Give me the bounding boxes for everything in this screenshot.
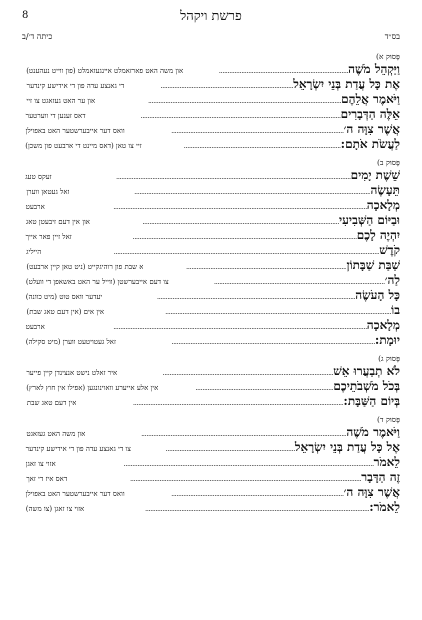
translation-row: [20, 455, 402, 470]
dotted-leader: ...................................................................................................................................: [165, 308, 392, 316]
yiddish-translation: זעקס טעג: [25, 173, 52, 181]
verse-sections: [20, 52, 402, 515]
dotted-leader: ..................................................................................................................: [142, 218, 339, 226]
yiddish-translation: הייליג: [26, 248, 42, 256]
hebrew-phrase: מְלָאכָה: [366, 198, 400, 212]
dotted-leader: ......................................................................................................................................: [130, 475, 362, 483]
translation-row: [20, 500, 402, 515]
dotted-leader: ........................................................................................................................................: [115, 173, 351, 181]
hebrew-phrase: יוּמָת:: [374, 333, 400, 347]
translation-row: [20, 213, 402, 228]
sub-header: [20, 28, 402, 46]
dotted-leader: ...........................................................................................: [183, 142, 341, 150]
yiddish-translation: און ער האט געזאגט צו זיי: [26, 97, 96, 105]
translation-row: [20, 107, 402, 122]
translation-row: [20, 333, 402, 348]
translation-row: [20, 77, 402, 92]
hebrew-phrase: זֶה הַדָּבָר: [361, 470, 400, 484]
verse-section: [20, 158, 402, 348]
translation-row: [20, 303, 402, 318]
dotted-leader: ...........................................................................: [165, 445, 295, 453]
hebrew-phrase: וַיֹּאמֶר אֲלֵהֶם: [341, 92, 400, 106]
yiddish-translation: וואס דער אייבערשטער האט באפוילן: [25, 490, 125, 498]
translation-row: [20, 485, 402, 500]
bsd-label: בס״ד: [384, 32, 400, 41]
hebrew-phrase: בְּכֹל מֹשְׁבֹתֵיכֶם: [333, 379, 400, 393]
yiddish-translation: זאל געטאן ווערן: [26, 188, 70, 196]
verse-section: [20, 415, 402, 515]
yiddish-translation: אזוי צו זאגן (צו משה): [25, 505, 85, 513]
dotted-leader: ......................................................................................................................: [171, 338, 375, 346]
translation-row: [20, 137, 402, 152]
hebrew-phrase: וַיֹּאמֶר מֹשֶׁה: [346, 425, 400, 439]
dotted-leader: ...................................................................................................: [213, 278, 385, 286]
class-label: כיתה ד׳/ב: [22, 32, 53, 41]
yiddish-translation: ארבעט: [25, 203, 45, 211]
translation-row: [20, 258, 402, 273]
yiddish-translation: זאל זיין פאר אייך: [25, 233, 72, 241]
verse-heading: פָּסוּק א): [376, 52, 400, 61]
yiddish-translation: איר זאלט נישט אנצינדן קיין פייער: [26, 369, 118, 377]
hebrew-phrase: קֹדֶשׁ: [379, 243, 400, 257]
translation-row: [20, 288, 402, 303]
dotted-leader: ..........................................................................................................................................................: [113, 248, 380, 256]
dotted-leader: ...................................................................................................................................................: [113, 203, 367, 211]
dotted-leader: .................................................................................................................................................: [123, 460, 374, 468]
translation-row: [20, 92, 402, 107]
dotted-leader: ...................................................................................................: [162, 369, 334, 377]
translation-row: [20, 364, 402, 379]
dotted-leader: ...........................................................................: [218, 67, 349, 75]
hebrew-phrase: כָּל הָעֹשֶׂה: [355, 288, 400, 302]
yiddish-translation: אין אלע אייערע וואוינונגען (אפילו אין חוץ לארץ): [26, 384, 159, 392]
hebrew-phrase: אֶל כָּל עֲדַת בְּנֵי יִשְׂרָאֵל: [294, 440, 400, 454]
yiddish-translation: און משה האט פארזאמלט אײנגעזאמלט (פון ווייט נעהענט): [26, 67, 184, 75]
dotted-leader: ...................................................................................................................: [156, 293, 356, 301]
translation-row: [20, 62, 402, 77]
yiddish-translation: צו די גאנצע עדה פון די אידישע קינדער: [25, 445, 131, 453]
yiddish-translation: זאל געטויטעט ווערן (מיט סקילה): [25, 338, 116, 346]
yiddish-translation: יעדער וואס טוט (מיט כוונה): [25, 293, 103, 301]
running-header: [20, 6, 402, 28]
hebrew-phrase: שַׁבַּת שַׁבָּתוֹן: [346, 258, 400, 272]
verse-heading: פָּסוּק ד): [376, 415, 400, 424]
translation-row: [20, 425, 402, 440]
translation-row: [20, 394, 402, 409]
translation-row: [20, 379, 402, 394]
verse-heading: פָּסוּק ג): [378, 354, 400, 363]
dotted-leader: .........................................................................................................................................: [134, 188, 371, 196]
hebrew-phrase: לֵאמֹר:: [369, 500, 400, 514]
dotted-leader: .............................................................................................: [186, 263, 347, 271]
dotted-leader: ..................................................................................................................................: [132, 233, 357, 241]
yiddish-translation: און אין דעם זיבעטן טאג: [25, 218, 90, 226]
hebrew-phrase: וּבַיּוֹם הַשְּׁבִיעִי: [338, 213, 400, 227]
translation-row: [20, 470, 402, 485]
yiddish-translation: אין אים (אין דעם טאג שבת): [26, 308, 105, 316]
hebrew-phrase: לֵאמֹר: [373, 455, 400, 469]
translation-row: [20, 198, 402, 213]
hebrew-phrase: שֵׁשֶׁת יָמִים: [350, 168, 400, 182]
page-number: 8: [22, 10, 29, 21]
dotted-leader: ....................................................................................................: [171, 127, 344, 135]
hebrew-phrase: יִהְיֶה לָכֶם: [356, 228, 400, 242]
translation-row: [20, 273, 402, 288]
yiddish-translation: דאס זענען די ווערטער: [25, 112, 86, 120]
translation-row: [20, 243, 402, 258]
yiddish-translation: די גאנצע עדה פון די אידישע קינדער: [26, 82, 125, 90]
yiddish-translation: וואס דער אייבערשטער האט באפוילן: [25, 127, 125, 135]
yiddish-translation: זיי צו טאן (דאס מיינט די ארבעט פון משכן): [25, 142, 142, 150]
yiddish-translation: דאס איז די זאך: [26, 475, 68, 483]
verse-section: [20, 52, 402, 152]
translation-row: [20, 122, 402, 137]
dotted-leader: ..........................................................................................................................: [132, 399, 344, 407]
yiddish-translation: אין דעם טאג שבת: [26, 399, 77, 407]
dotted-leader: ................................................................................................................: [147, 97, 342, 105]
yiddish-translation: צו דעם אייבערשטן (ווייל ער האט באשאפן די וועלט): [25, 278, 169, 286]
hebrew-phrase: וַיַּקְהֵל מֹשֶׁה: [348, 62, 400, 76]
hebrew-phrase: אֵלֶּה הַדְּבָרִים: [340, 107, 400, 121]
dotted-leader: ....................................................................................................................: [140, 112, 341, 120]
yiddish-translation: א שבת פון רוהיגקייט (ניט טאן קיין ארבעט): [26, 263, 144, 271]
hebrew-phrase: אֲשֶׁר צִוָּה ה׳: [343, 485, 400, 499]
hebrew-phrase: אֲשֶׁר צִוָּה ה׳: [343, 122, 400, 136]
hebrew-phrase: תֵּעָשֶׂה: [370, 183, 400, 197]
translation-row: [20, 440, 402, 455]
translation-row: [20, 318, 402, 333]
dotted-leader: ..................................................................................................................................: [144, 505, 370, 513]
yiddish-translation: ארבעט: [25, 323, 45, 331]
translation-row: [20, 183, 402, 198]
hebrew-phrase: בוֹ: [391, 303, 400, 317]
dotted-leader: ................................................................................: [195, 384, 334, 392]
dotted-leader: .............................................................................: [160, 82, 294, 90]
verse-section: [20, 354, 402, 409]
translation-row: [20, 228, 402, 243]
page-title: פרשת ויקהל: [180, 9, 242, 24]
dotted-leader: ...................................................................................................................................................: [113, 323, 367, 331]
dotted-leader: .......................................................................................................................: [141, 430, 347, 438]
yiddish-translation: אזוי צו זאגן: [25, 460, 56, 468]
translation-row: [20, 168, 402, 183]
yiddish-translation: און משה האט געזאגט: [26, 430, 86, 438]
hebrew-phrase: מְלָאכָה: [366, 318, 400, 332]
hebrew-phrase: אֶת כָּל עֲדַת בְּנֵי יִשְׂרָאֵל: [293, 77, 400, 91]
hebrew-phrase: לַה׳: [384, 273, 400, 287]
hebrew-phrase: לֹא תְבַעֲרוּ אֵשׁ: [333, 364, 400, 378]
verse-heading: פָּסוּק ב): [376, 158, 400, 167]
hebrew-phrase: בְּיוֹם הַשַּׁבָּת:: [343, 394, 400, 408]
dotted-leader: ....................................................................................................: [171, 490, 344, 498]
hebrew-phrase: לַעֲשֹׂת אֹתָם:: [340, 137, 400, 151]
